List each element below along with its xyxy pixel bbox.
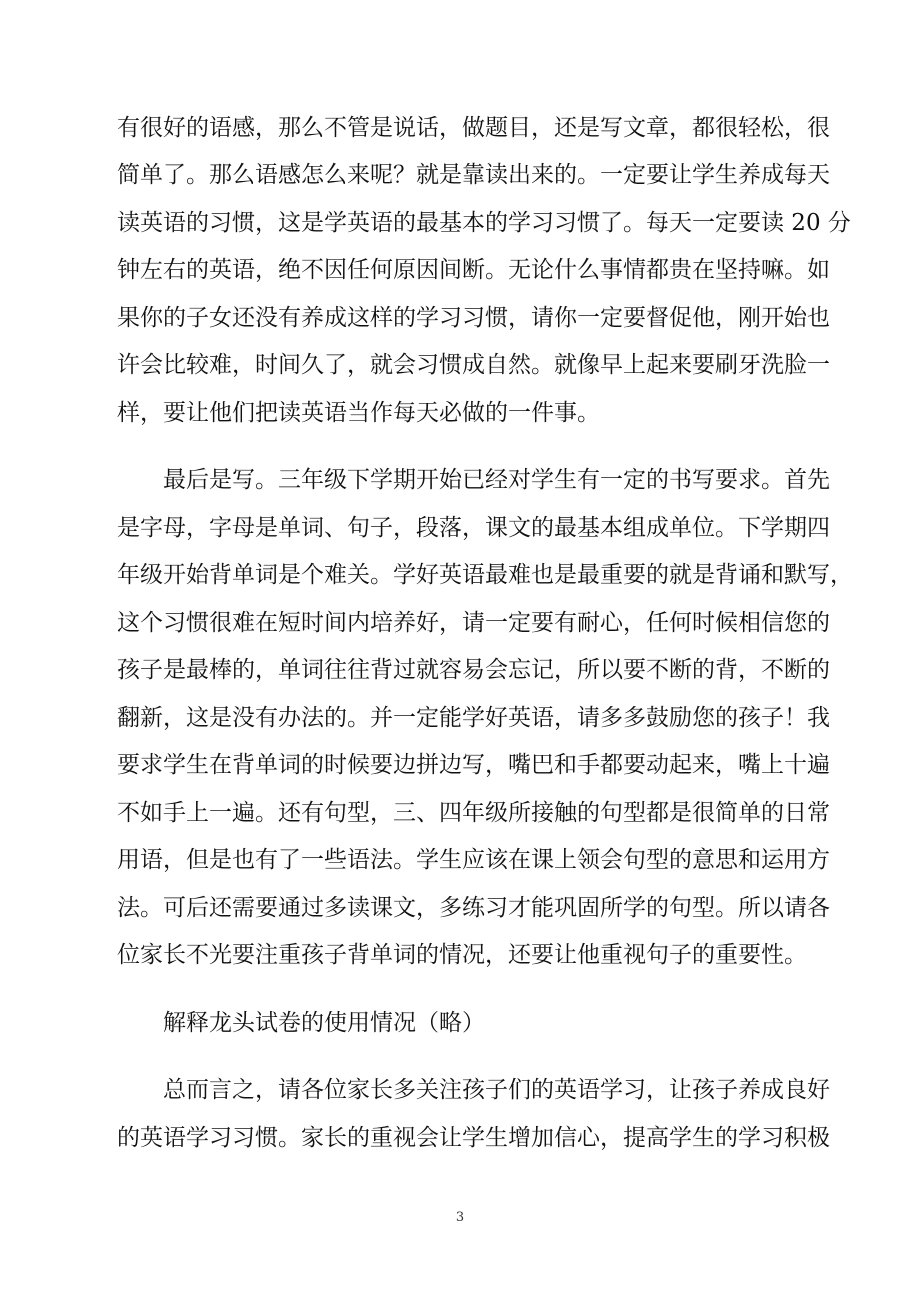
paragraph-line: 用语，但是也有了一些语法。学生应该在课上领会句型的意思和运用方 bbox=[117, 847, 830, 873]
paragraph-line: 钟左右的英语，绝不因任何原因间断。无论什么事情都贵在坚持嘛。如 bbox=[117, 257, 830, 283]
paragraph-line: 是字母，字母是单词、句子，段落，课文的最基本组成单位。下学期四 bbox=[117, 515, 830, 541]
paragraph-line: 解释龙头试卷的使用情况（略） bbox=[163, 1010, 485, 1036]
paragraph-line: 法。可后还需要通过多读课文，多练习才能巩固所学的句型。所以请各 bbox=[117, 895, 830, 921]
paragraph-line: 的英语学习习惯。家长的重视会让学生增加信心，提高学生的学习积极 bbox=[117, 1125, 830, 1151]
paragraph-line: 不如手上一遍。还有句型，三、四年级所接触的句型都是很简单的日常 bbox=[117, 800, 830, 826]
paragraph-line: 读英语的习惯，这是学英语的最基本的学习习惯了。每天一定要读 20 分 bbox=[117, 210, 851, 236]
page-number: 3 bbox=[455, 1210, 465, 1225]
paragraph-line: 这个习惯很难在短时间内培养好，请一定要有耐心，任何时候相信您的 bbox=[117, 610, 830, 636]
paragraph-line: 样，要让他们把读英语当作每天必做的一件事。 bbox=[117, 400, 600, 426]
paragraph-line: 简单了。那么语感怎么来呢？就是靠读出来的。一定要让学生养成每天 bbox=[117, 162, 830, 188]
paragraph-line: 年级开始背单词是个难关。学好英语最难也是最重要的就是背诵和默写， bbox=[117, 562, 853, 588]
paragraph-line: 孩子是最棒的，单词往往背过就容易会忘记，所以要不断的背，不断的 bbox=[117, 657, 830, 683]
paragraph-line: 总而言之，请各位家长多关注孩子们的英语学习，让孩子养成良好 bbox=[163, 1077, 830, 1103]
paragraph-line: 许会比较难，时间久了，就会习惯成自然。就像早上起来要刷牙洗脸一 bbox=[117, 352, 830, 378]
paragraph-line: 有很好的语感，那么不管是说话，做题目，还是写文章，都很轻松，很 bbox=[117, 115, 830, 141]
paragraph-line: 翻新，这是没有办法的。并一定能学好英语，请多多鼓励您的孩子！我 bbox=[117, 705, 830, 731]
paragraph-line: 位家长不光要注重孩子背单词的情况，还要让他重视句子的重要性。 bbox=[117, 942, 807, 968]
paragraph-line: 要求学生在背单词的时候要边拼边写，嘴巴和手都要动起来，嘴上十遍 bbox=[117, 752, 830, 778]
paragraph-line: 最后是写。三年级下学期开始已经对学生有一定的书写要求。首先 bbox=[163, 467, 830, 493]
paragraph-line: 果你的子女还没有养成这样的学习习惯，请你一定要督促他，刚开始也 bbox=[117, 305, 830, 331]
